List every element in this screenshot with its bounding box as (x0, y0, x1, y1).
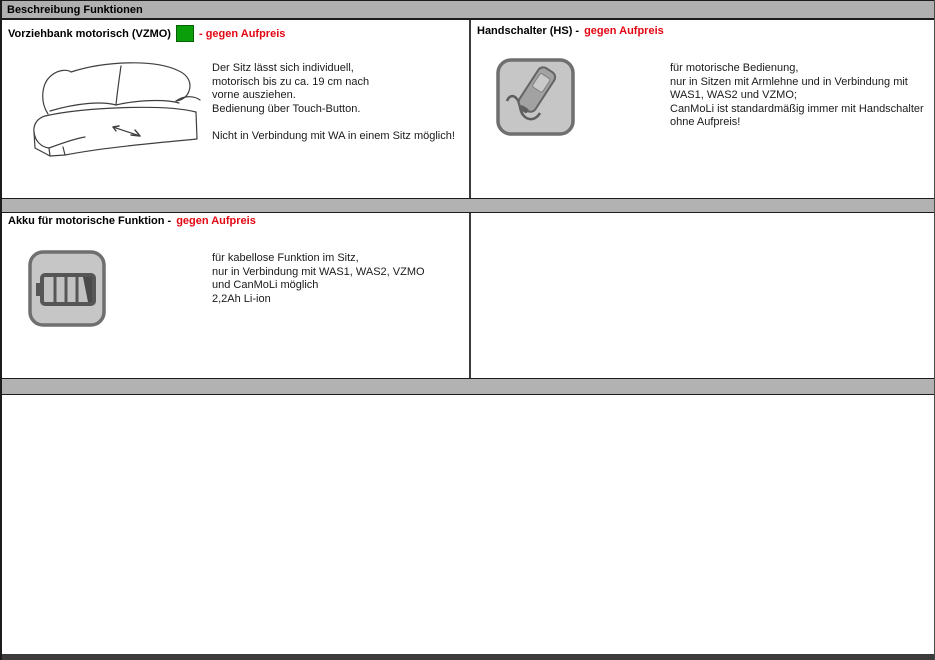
description-line: CanMoLi ist standardmäßig immer mit Handschalter (670, 102, 924, 115)
description-line: motorisch bis zu ca. 19 cm nach (212, 75, 370, 88)
description-line: Nicht in Verbindung mit WA in einem Sitz möglich! (212, 129, 455, 142)
description-line: 2,2Ah Li-ion (212, 292, 271, 305)
description-line: Der Sitz lässt sich individuell, (212, 62, 354, 74)
description-line: WAS1, WAS2 und VZMO; (670, 89, 797, 101)
section-hs-description (670, 62, 924, 130)
section-akku-description (212, 252, 425, 306)
section-hs-price-note: gegen Aufpreis (584, 25, 664, 37)
description-line: nur in Sitzen mit Armlehne und in Verbindung mit (670, 75, 908, 88)
hand-switch-icon (496, 58, 575, 136)
page-title: Beschreibung Funktionen (7, 3, 143, 16)
empty-area (2, 395, 935, 654)
section-akku-price-note: gegen Aufpreis (176, 215, 256, 227)
section-akku-title: Akku für motorische Funktion - (8, 215, 172, 227)
row-separator-bar (2, 198, 935, 213)
description-line: für motorische Bedienung, (670, 62, 799, 74)
description-line: nur in Verbindung mit WAS1, WAS2, VZMO (212, 265, 425, 278)
row-separator-bar (2, 378, 935, 395)
description-line: und CanMoLi möglich (212, 279, 319, 291)
section-vzmo-price-note: - gegen Aufpreis (198, 27, 286, 40)
section-hs-header (477, 25, 664, 37)
section-vzmo-title: Vorziehbank motorisch (VZMO) (8, 27, 171, 40)
section-akku-header (8, 215, 256, 227)
section-vzmo-header (8, 25, 285, 42)
bottom-bar (2, 654, 935, 660)
description-line: Bedienung über Touch-Button. (212, 102, 361, 115)
description-line: für kabellose Funktion im Sitz, (212, 252, 359, 264)
description-line: vorne ausziehen. (212, 89, 296, 101)
description-line: ohne Aufpreis! (670, 116, 741, 128)
section-vzmo-description (212, 62, 455, 143)
section-hs-title: Handschalter (HS) - (477, 25, 580, 37)
description-line (212, 116, 455, 130)
title-bar (2, 0, 935, 20)
green-swatch (176, 25, 194, 42)
battery-icon (28, 250, 106, 327)
sofa-drawing-icon (16, 50, 208, 168)
